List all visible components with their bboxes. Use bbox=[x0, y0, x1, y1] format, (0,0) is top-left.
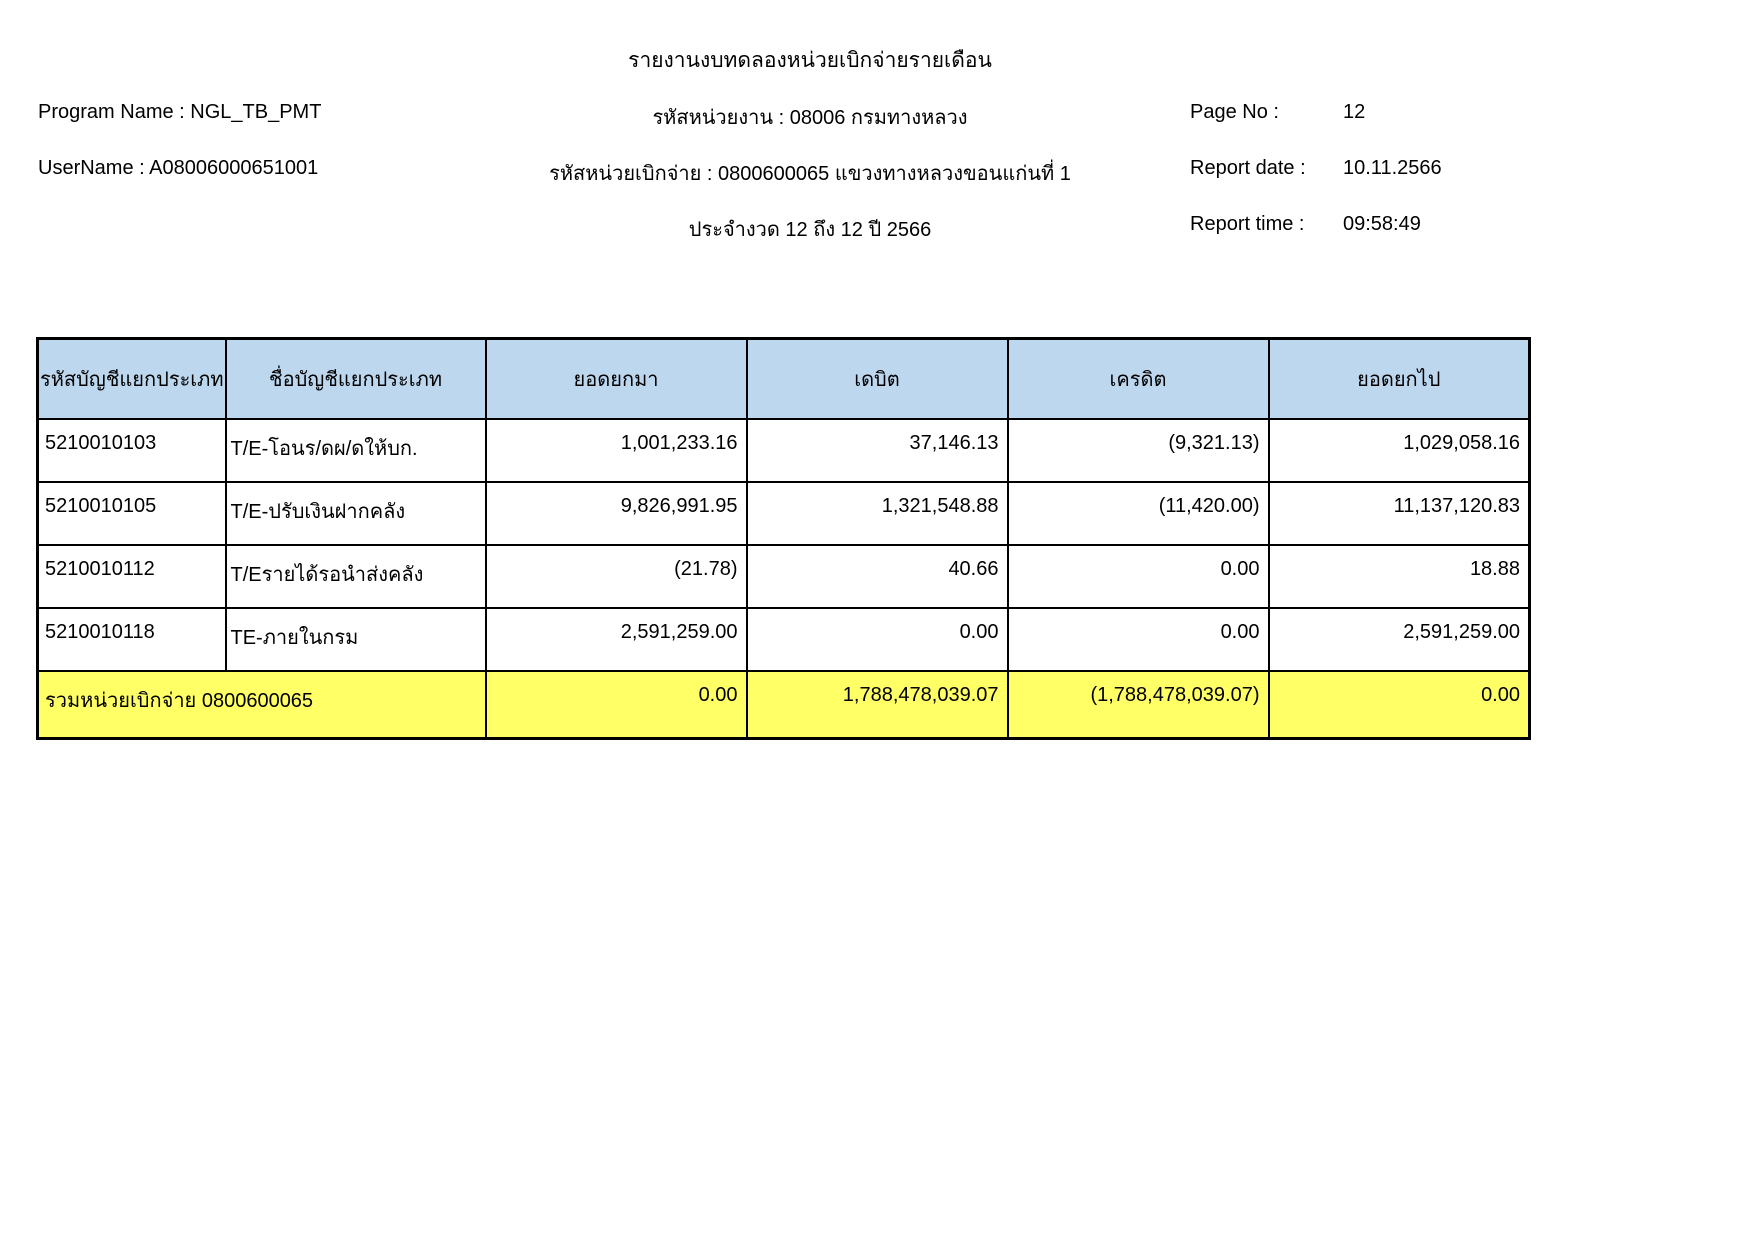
table-row bbox=[38, 545, 1530, 608]
table-row bbox=[38, 419, 1530, 482]
debit-amount: 1,321,548.88 bbox=[747, 482, 1008, 545]
program-name: Program Name : NGL_TB_PMT bbox=[38, 101, 322, 123]
table-row bbox=[38, 608, 1530, 671]
col-header-credit: เครดิต bbox=[1008, 339, 1269, 419]
col-header-brought-forward: ยอดยกมา bbox=[486, 339, 747, 419]
agency-code: รหัสหน่วยงาน : 08006 กรมทางหลวง bbox=[652, 107, 968, 129]
total-credit: (1,788,478,039.07) bbox=[1008, 671, 1269, 739]
account-code: 5210010112 bbox=[38, 545, 226, 608]
account-code: 5210010103 bbox=[38, 419, 226, 482]
account-name: T/Eรายได้รอนำส่งคลัง bbox=[226, 545, 486, 608]
credit-amount: 0.00 bbox=[1008, 545, 1269, 608]
account-name: TE-ภายในกรม bbox=[226, 608, 486, 671]
period-line: ประจำงวด 12 ถึง 12 ปี 2566 bbox=[688, 219, 932, 241]
trial-balance-table bbox=[36, 337, 1531, 740]
total-row bbox=[38, 671, 1530, 739]
brought-forward-amount: 1,001,233.16 bbox=[486, 419, 747, 482]
brought-forward-amount: 9,826,991.95 bbox=[486, 482, 747, 545]
debit-amount: 37,146.13 bbox=[747, 419, 1008, 482]
table-header-row bbox=[38, 339, 1530, 419]
brought-forward-amount: 2,591,259.00 bbox=[486, 608, 747, 671]
carried-forward-amount: 1,029,058.16 bbox=[1269, 419, 1530, 482]
account-code: 5210010118 bbox=[38, 608, 226, 671]
col-header-account-code: รหัสบัญชีแยกประเภท bbox=[38, 339, 226, 419]
credit-amount: (11,420.00) bbox=[1008, 482, 1269, 545]
total-brought-forward: 0.00 bbox=[486, 671, 747, 739]
debit-amount: 40.66 bbox=[747, 545, 1008, 608]
brought-forward-amount: (21.78) bbox=[486, 545, 747, 608]
report-date-value: 10.11.2566 bbox=[1343, 157, 1442, 179]
report-time-value: 09:58:49 bbox=[1343, 213, 1421, 235]
carried-forward-amount: 18.88 bbox=[1269, 545, 1530, 608]
debit-amount: 0.00 bbox=[747, 608, 1008, 671]
table-row bbox=[38, 482, 1530, 545]
disbursement-unit-code: รหัสหน่วยเบิกจ่าย : 0800600065 แขวงทางหลวงขอนแก่นที่ 1 bbox=[549, 163, 1071, 185]
total-label: รวมหน่วยเบิกจ่าย 0800600065 bbox=[38, 671, 486, 739]
col-header-carried-forward: ยอดยกไป bbox=[1269, 339, 1530, 419]
report-time-label: Report time : bbox=[1190, 213, 1305, 235]
page-no-label: Page No : bbox=[1190, 101, 1279, 123]
credit-amount: 0.00 bbox=[1008, 608, 1269, 671]
col-header-debit: เดบิต bbox=[747, 339, 1008, 419]
page-no-value: 12 bbox=[1343, 101, 1366, 123]
user-name: UserName : A08006000651001 bbox=[38, 157, 319, 179]
credit-amount: (9,321.13) bbox=[1008, 419, 1269, 482]
carried-forward-amount: 11,137,120.83 bbox=[1269, 482, 1530, 545]
total-carried-forward: 0.00 bbox=[1269, 671, 1530, 739]
col-header-account-name: ชื่อบัญชีแยกประเภท bbox=[226, 339, 486, 419]
report-title: รายงานงบทดลองหน่วยเบิกจ่ายรายเดือน bbox=[628, 49, 992, 72]
carried-forward-amount: 2,591,259.00 bbox=[1269, 608, 1530, 671]
report-date-label: Report date : bbox=[1190, 157, 1306, 179]
account-name: T/E-ปรับเงินฝากคลัง bbox=[226, 482, 486, 545]
total-debit: 1,788,478,039.07 bbox=[747, 671, 1008, 739]
account-code: 5210010105 bbox=[38, 482, 226, 545]
account-name: T/E-โอนร/ดผ/ดให้บก. bbox=[226, 419, 486, 482]
